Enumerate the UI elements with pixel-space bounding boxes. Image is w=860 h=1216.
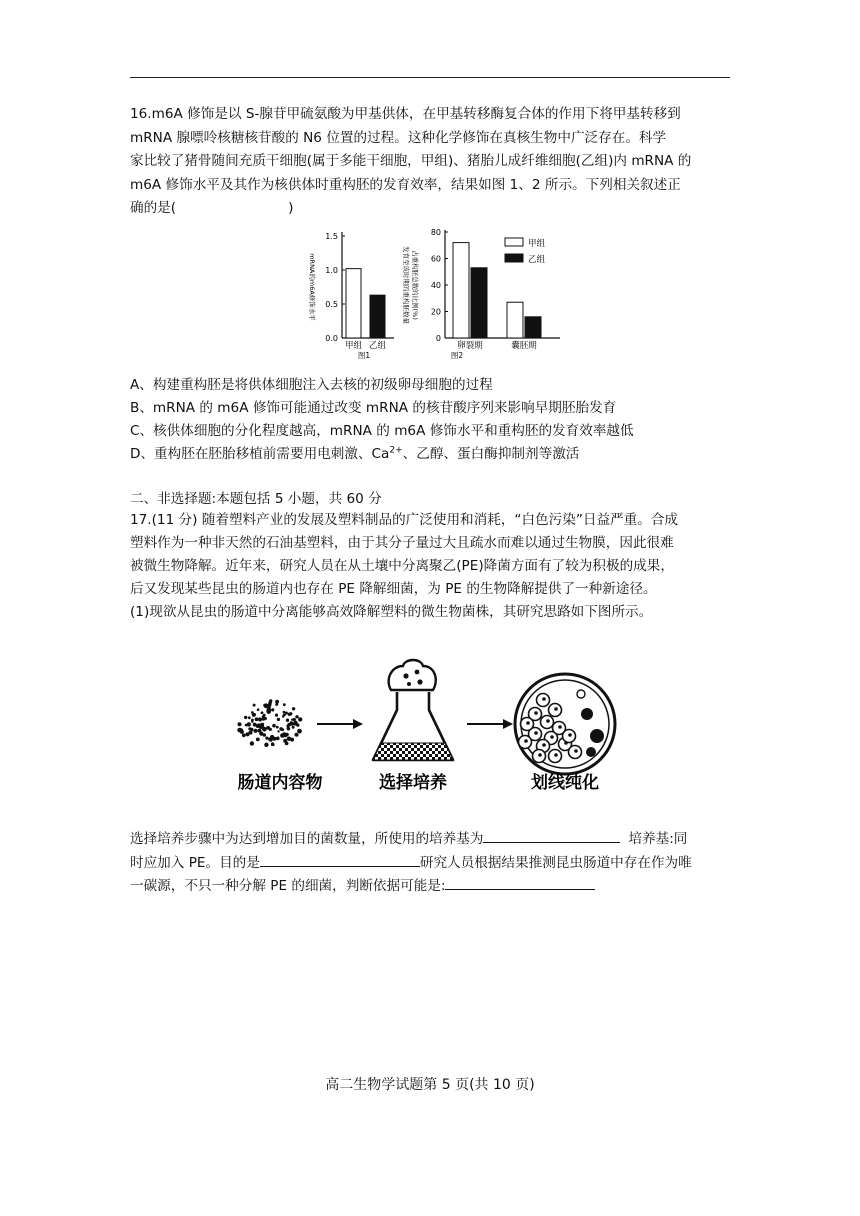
chart1-bar	[346, 269, 361, 338]
chart2-legend-label: 甲组	[528, 239, 546, 249]
figure-label-selective-culture: 选择培养	[379, 773, 447, 793]
option-a: A、构建重构胚是将供体细胞注入去核的初级卵母细胞的过程	[130, 377, 493, 393]
chart2-bar	[453, 243, 469, 338]
q16-stem-end: 确的是(	[130, 200, 177, 216]
option-b: B、mRNA 的 m6A 修饰可能通过改变 mRNA 的核苷酸序列来影响早期胚胎发育	[130, 400, 617, 416]
chart2-title: 图2	[450, 351, 464, 360]
chart1-tick-label: 1.5	[325, 232, 338, 241]
option-d-text-2: 、乙醇、蛋白酶抑制剂等激活	[402, 446, 580, 462]
chart2-category-label: 卵裂期	[457, 341, 483, 351]
q17-fill-line-2	[130, 852, 730, 876]
q16-line-2: mRNA 腺嘌呤核糖核苷酸的 N6 位置的过程。这种化学修饰在真核生物中广泛存在。科学	[130, 129, 667, 146]
chart1-tick-label: 1.0	[325, 266, 338, 275]
header-rule	[130, 77, 730, 78]
q16-line-4: m6A 修饰水平及其作为核供体时重构胚的发育效率，结果如图 1、2 所示。下列相关叙述正	[130, 176, 681, 193]
answer-blank-2[interactable]	[260, 852, 420, 867]
chart2-tick-label: 0	[435, 334, 441, 343]
chart-figure-1	[308, 232, 394, 360]
chart2-legend-swatch	[505, 254, 523, 262]
q17-process-figure	[225, 652, 645, 802]
q16-charts	[300, 226, 570, 368]
chart2-tick-label: 40	[430, 281, 441, 290]
chart-figure-2	[402, 228, 560, 360]
chart2-legend-swatch	[505, 238, 523, 246]
chart2-tick-label: 80	[430, 228, 441, 237]
q17-line-3: 被微生物降解。近年来，研究人员在从土壤中分离聚乙(PE)降菌方面有了较为积极的成果，	[130, 558, 674, 574]
chart1-title: 图1	[357, 351, 371, 360]
chart2-y-label-line: 发育至该时期的重构胚数量	[402, 246, 410, 324]
chart2-tick-label: 20	[430, 307, 441, 317]
chart1-bar	[370, 295, 385, 338]
option-d-text-1: D、重构胚在胚胎移植前需要用电刺激、Ca	[130, 446, 390, 462]
q17-fill-text-4: 研究人员根据结果推测昆虫肠道中存在作为唯	[419, 854, 692, 871]
section-2-heading: 二、非选择题:本题包括 5 小题，共 60 分	[130, 491, 382, 507]
q16-bracket-close: )	[288, 200, 294, 216]
q17-line-4: 后又发现某些昆虫的肠道内也存在 PE 降解细菌，为 PE 的生物降解提供了一种新途径。	[130, 581, 657, 597]
answer-blank-1[interactable]	[483, 828, 620, 843]
chart2-bar	[525, 317, 541, 338]
q17-fill-text-5: 一碳源，不只一种分解 PE 的细菌，判断依据可能是:	[130, 878, 446, 894]
question-17	[130, 509, 730, 624]
q17-line-1: 17.(11 分) 随着塑料产业的发展及塑料制品的广泛使用和消耗，“白色污染”日益严重。合成	[130, 512, 679, 528]
q17-line-2: 塑料作为一种非天然的石油基塑料，由于其分子量过大且疏水而难以通过生物膜，因此很难	[130, 535, 674, 551]
question-16	[130, 103, 730, 221]
q17-line-5: (1)现欲从昆虫的肠道中分离能够高效降解塑料的微生物菌株，其研究思路如下图所示。	[130, 604, 653, 620]
chart1-category-label: 甲组	[344, 341, 363, 351]
gut-contents-icon	[237, 699, 302, 747]
q17-fill-line-3	[130, 875, 730, 899]
flask-icon	[373, 660, 453, 760]
chart1-tick-label: 0.5	[325, 300, 338, 309]
option-d-superscript: 2+	[389, 445, 403, 456]
arrow-icon	[317, 719, 363, 729]
chart2-y-label	[402, 246, 420, 325]
chart2-tick-label: 60	[430, 254, 441, 264]
figure-label-streak-purification: 划线纯化	[531, 773, 599, 793]
chart2-bar	[471, 268, 487, 338]
q17-fill-text-1: 选择培养步骤中为达到增加目的菌数量，所使用的培养基为	[130, 831, 484, 847]
option-d	[130, 443, 579, 465]
q16-line-1: 16.m6A 修饰是以 S-腺苷甲硫氨酸为甲基供体，在甲基转移酶复合体的作用下将甲基转移到	[130, 106, 681, 122]
figure-label-gut-contents: 肠道内容物	[237, 773, 323, 793]
q17-fill-text-2: 培养基:同	[628, 831, 688, 847]
answer-blank-3[interactable]	[445, 875, 595, 890]
petri-dish-icon	[515, 674, 615, 774]
chart2-y-label-line: 占重构胚总数的比例(%)	[411, 250, 419, 320]
arrow-icon	[467, 719, 513, 729]
q17-fill-line-1	[130, 828, 730, 852]
chart2-bar	[507, 302, 523, 338]
chart2-category-label: 囊胚期	[511, 341, 537, 351]
q16-line-5	[130, 197, 730, 221]
chart1-category-label: 乙组	[368, 341, 387, 351]
option-c: C、核供体细胞的分化程度越高，mRNA 的 m6A 修饰水平和重构胚的发育效率越低	[130, 423, 634, 439]
q16-line-3: 家比较了猪骨随间充质干细胞(属于多能干细胞，甲组)、猪胎儿成纤维细胞(乙组)内 mRNA 的	[130, 153, 692, 169]
q17-fill-in	[130, 828, 730, 899]
chart2-legend-label: 乙组	[528, 255, 546, 265]
q17-fill-text-3: 时应加入 PE。目的是	[130, 854, 260, 871]
chart1-y-label: mRNA的m6A修饰水平	[308, 253, 316, 321]
page-footer: 高二生物学试题第 5 页(共 10 页)	[325, 1077, 535, 1093]
chart1-tick-label: 0.0	[325, 334, 338, 343]
